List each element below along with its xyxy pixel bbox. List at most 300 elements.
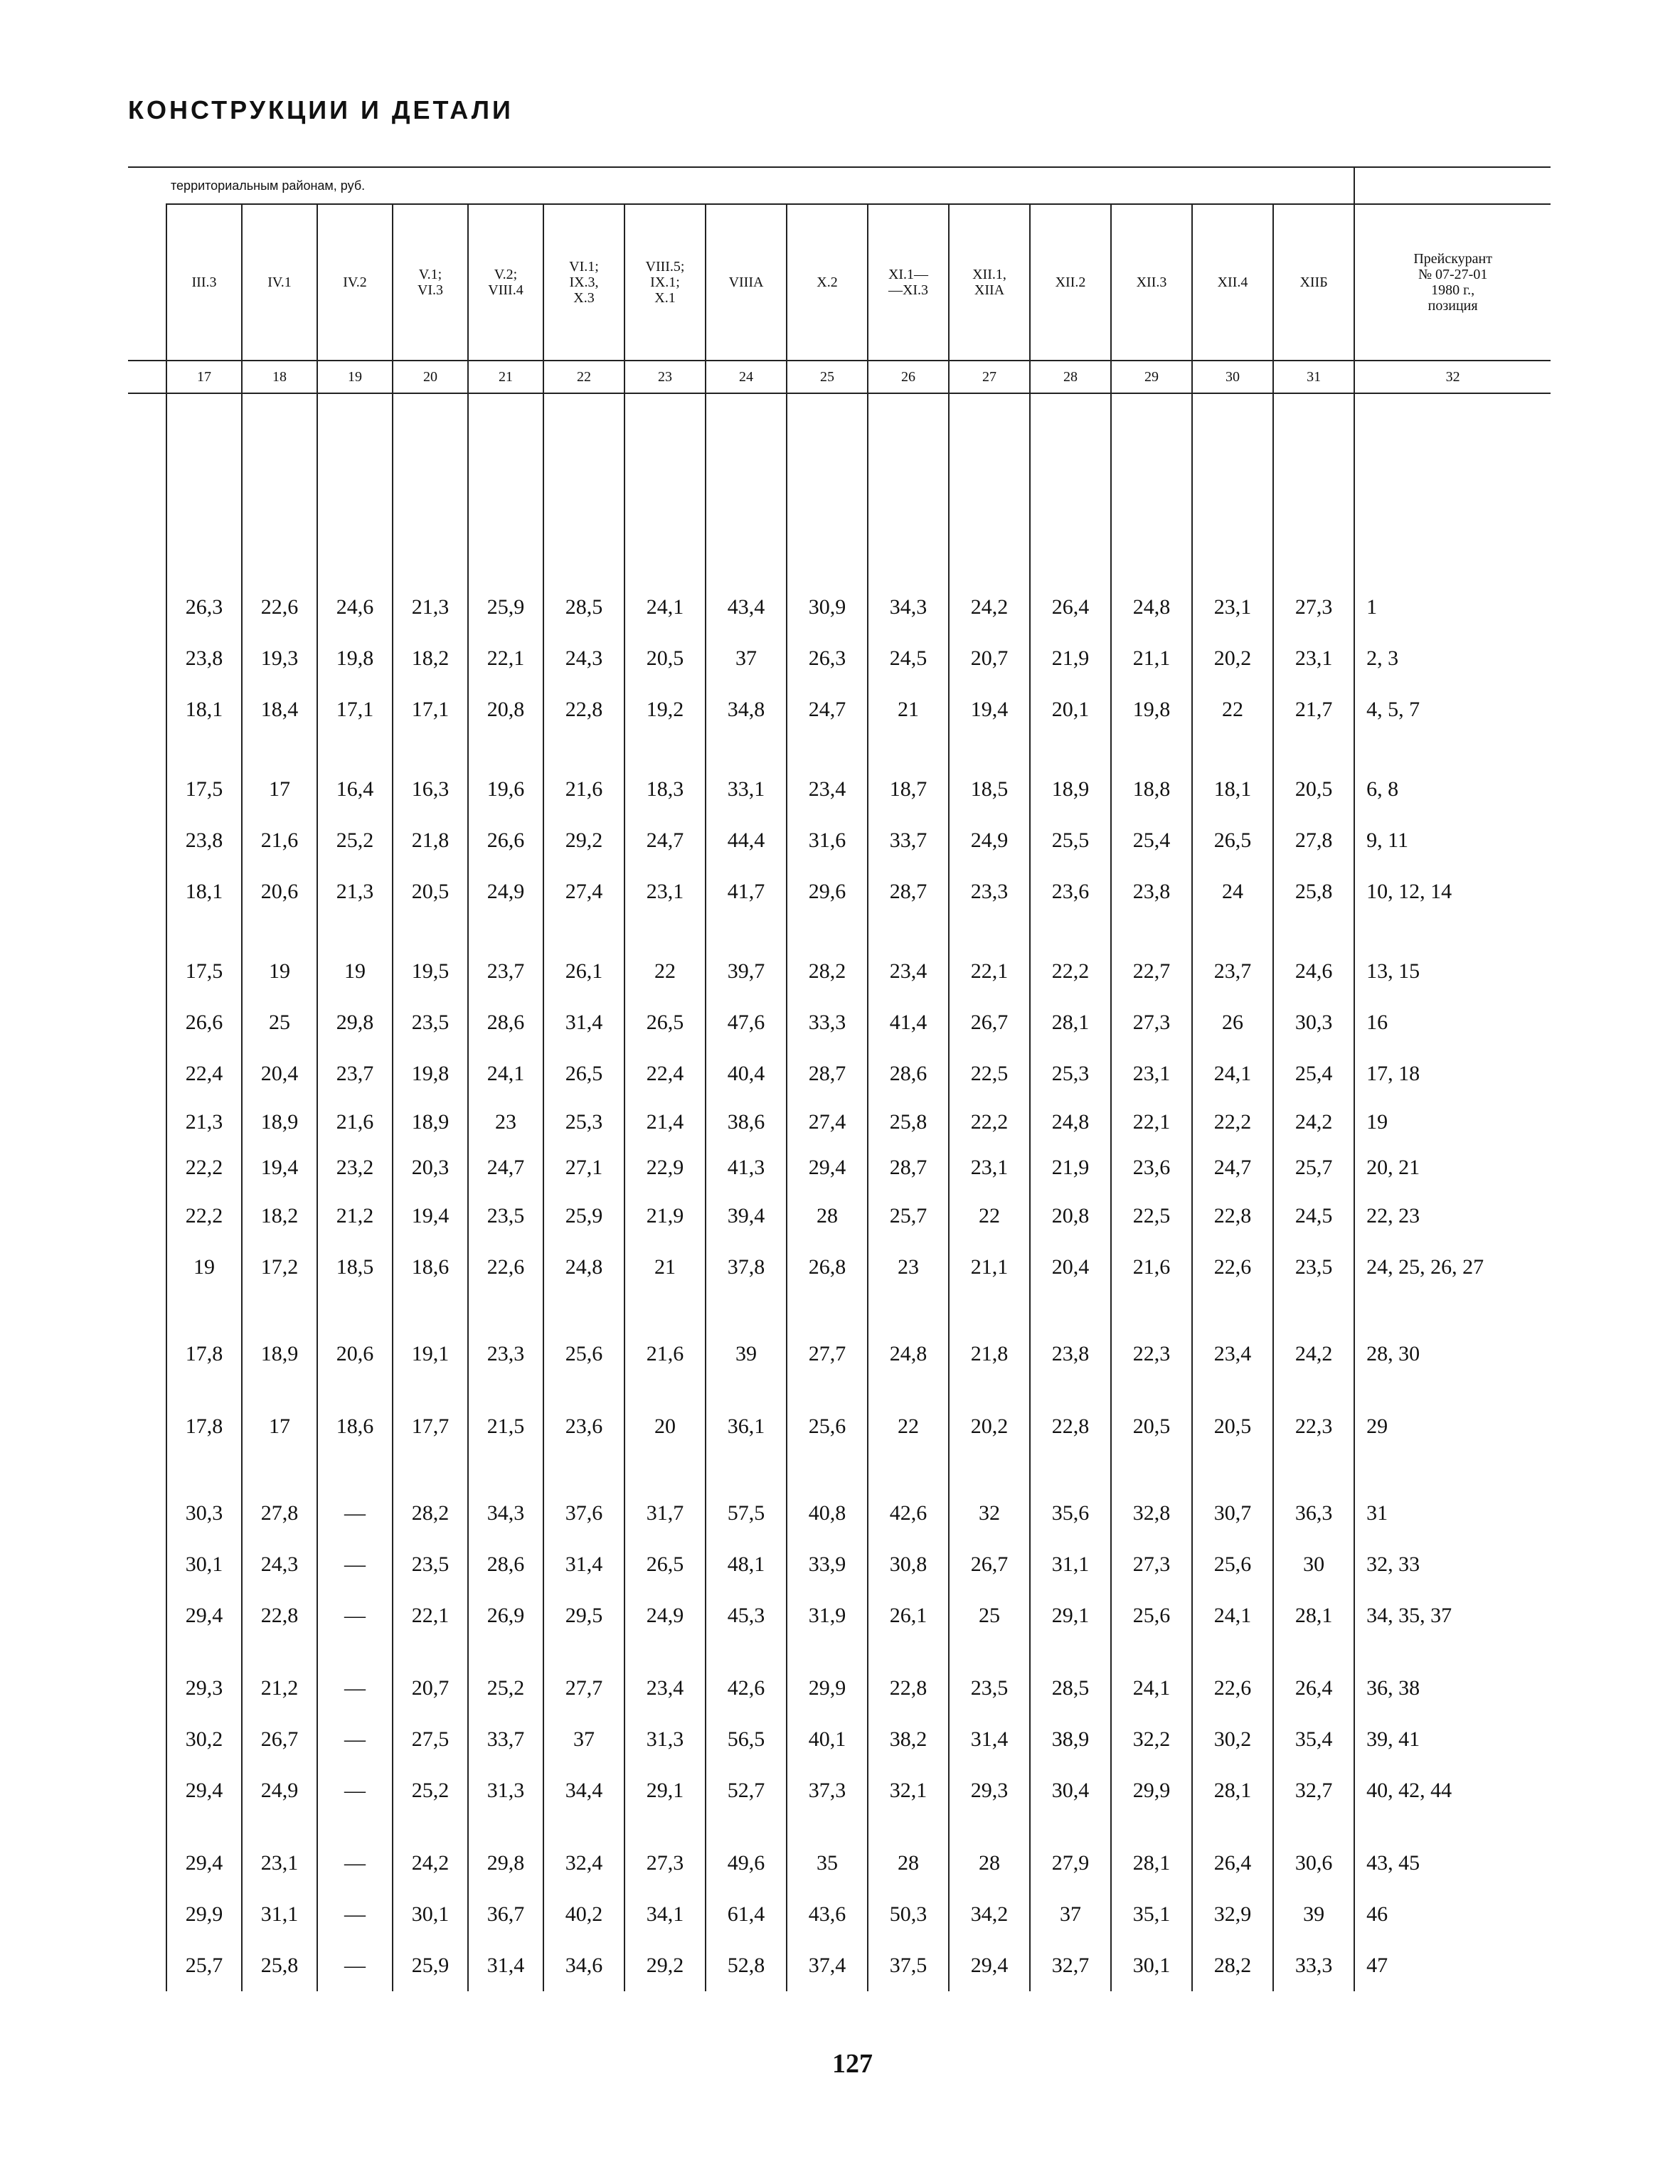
price-cell: 43,6 bbox=[787, 1889, 868, 1940]
price-cell: 25,6 bbox=[787, 1380, 868, 1452]
position-cell: 19 bbox=[1354, 1099, 1551, 1145]
price-cell: 28,6 bbox=[468, 997, 543, 1048]
price-cell: 26,5 bbox=[543, 1048, 624, 1099]
price-cell: 20,6 bbox=[317, 1293, 393, 1380]
table-row bbox=[128, 1145, 1551, 1190]
price-cell: 30,3 bbox=[1273, 997, 1354, 1048]
price-cell: 26,6 bbox=[166, 997, 242, 1048]
price-cell: 23,8 bbox=[166, 633, 242, 684]
region-column-header: XI.1— —XI.3 bbox=[868, 204, 949, 361]
price-cell: 30,2 bbox=[166, 1714, 242, 1765]
position-column-header: Прейскурант № 07-27-01 1980 г., позиция bbox=[1354, 204, 1551, 361]
table-row bbox=[128, 997, 1551, 1048]
column-number: 26 bbox=[868, 361, 949, 393]
price-cell: 21,1 bbox=[1111, 633, 1192, 684]
price-cell: 28,2 bbox=[787, 917, 868, 997]
price-cell: 25,8 bbox=[1273, 866, 1354, 917]
price-cell: 52,8 bbox=[706, 1940, 787, 1991]
price-cell: 28,7 bbox=[868, 1145, 949, 1190]
price-cell: 30,1 bbox=[393, 1889, 468, 1940]
price-cell: 22 bbox=[949, 1190, 1030, 1242]
price-cell: 24,1 bbox=[1192, 1590, 1273, 1641]
position-cell: 6, 8 bbox=[1354, 735, 1551, 815]
price-cell: 18,7 bbox=[868, 735, 949, 815]
price-cell: 19 bbox=[166, 1242, 242, 1293]
price-cell: 22,2 bbox=[949, 1099, 1030, 1145]
price-cell: 28,7 bbox=[787, 1048, 868, 1099]
price-cell: 26,5 bbox=[1192, 815, 1273, 866]
price-cell: 20,5 bbox=[624, 633, 706, 684]
region-column-header: XIIБ bbox=[1273, 204, 1354, 361]
price-cell: 19,5 bbox=[393, 917, 468, 997]
price-cell: 26,7 bbox=[242, 1714, 317, 1765]
price-cell: 25,2 bbox=[468, 1641, 543, 1714]
position-cell: 39, 41 bbox=[1354, 1714, 1551, 1765]
price-cell: 23,6 bbox=[543, 1380, 624, 1452]
price-cell: 22,6 bbox=[1192, 1641, 1273, 1714]
price-cell: 48,1 bbox=[706, 1539, 787, 1590]
price-cell: 22,8 bbox=[1030, 1380, 1111, 1452]
price-cell: 28,5 bbox=[1030, 1641, 1111, 1714]
region-column-header: VIII.5; IX.1; X.1 bbox=[624, 204, 706, 361]
price-cell: 22,8 bbox=[868, 1641, 949, 1714]
price-cell: 25,2 bbox=[317, 815, 393, 866]
price-cell: 40,4 bbox=[706, 1048, 787, 1099]
price-cell: 34,1 bbox=[624, 1889, 706, 1940]
price-cell: 42,6 bbox=[868, 1452, 949, 1539]
price-cell: 41,4 bbox=[868, 997, 949, 1048]
price-cell: 22,1 bbox=[1111, 1099, 1192, 1145]
price-cell: 32,2 bbox=[1111, 1714, 1192, 1765]
price-cell: 23,5 bbox=[468, 1190, 543, 1242]
price-cell: 35,6 bbox=[1030, 1452, 1111, 1539]
price-cell: 22,6 bbox=[468, 1242, 543, 1293]
price-cell: 23,2 bbox=[317, 1145, 393, 1190]
table-row bbox=[128, 1242, 1551, 1293]
price-cell: 18,1 bbox=[1192, 735, 1273, 815]
price-cell: 23,7 bbox=[1192, 917, 1273, 997]
price-cell: 17 bbox=[242, 1380, 317, 1452]
price-cell: 24,9 bbox=[242, 1765, 317, 1816]
region-column-header: V.1; VI.3 bbox=[393, 204, 468, 361]
price-cell: 18,2 bbox=[242, 1190, 317, 1242]
price-cell: 23 bbox=[868, 1242, 949, 1293]
price-cell: 23,6 bbox=[1030, 866, 1111, 917]
price-cell: 31,7 bbox=[624, 1452, 706, 1539]
price-cell: 28,6 bbox=[868, 1048, 949, 1099]
price-cell: 22,1 bbox=[393, 1590, 468, 1641]
price-cell: 25,9 bbox=[468, 582, 543, 633]
price-cell: 30 bbox=[1273, 1539, 1354, 1590]
table-row bbox=[128, 1641, 1551, 1714]
price-cell: 20,5 bbox=[393, 866, 468, 917]
price-cell: 21,1 bbox=[949, 1242, 1030, 1293]
price-cell: 21,4 bbox=[624, 1099, 706, 1145]
price-cell: 26,7 bbox=[949, 997, 1030, 1048]
price-cell: 25,4 bbox=[1111, 815, 1192, 866]
price-cell: 25,2 bbox=[393, 1765, 468, 1816]
price-cell: 25,4 bbox=[1273, 1048, 1354, 1099]
price-cell: 27,4 bbox=[543, 866, 624, 917]
price-cell: 27,8 bbox=[242, 1452, 317, 1539]
price-cell: 20,5 bbox=[1273, 735, 1354, 815]
position-cell: 32, 33 bbox=[1354, 1539, 1551, 1590]
region-column-header: XII.2 bbox=[1030, 204, 1111, 361]
table-row bbox=[128, 1539, 1551, 1590]
price-cell: 23,5 bbox=[1273, 1242, 1354, 1293]
price-cell: 18,6 bbox=[393, 1242, 468, 1293]
price-cell: 29,6 bbox=[787, 866, 868, 917]
price-cell: 27,8 bbox=[1273, 815, 1354, 866]
price-cell: 30,2 bbox=[1192, 1714, 1273, 1765]
price-cell: 23,4 bbox=[624, 1641, 706, 1714]
column-number: 22 bbox=[543, 361, 624, 393]
price-cell: — bbox=[317, 1590, 393, 1641]
price-cell: 31,6 bbox=[787, 815, 868, 866]
position-cell: 13, 15 bbox=[1354, 917, 1551, 997]
price-cell: 21,9 bbox=[1030, 633, 1111, 684]
price-cell: 34,8 bbox=[706, 684, 787, 735]
position-cell: 29 bbox=[1354, 1380, 1551, 1452]
price-cell: 29,8 bbox=[468, 1816, 543, 1889]
price-cell: 26,9 bbox=[468, 1590, 543, 1641]
price-cell: 40,8 bbox=[787, 1452, 868, 1539]
price-cell: 56,5 bbox=[706, 1714, 787, 1765]
price-cell: 25,5 bbox=[1030, 815, 1111, 866]
position-cell: 20, 21 bbox=[1354, 1145, 1551, 1190]
price-cell: 24,8 bbox=[868, 1293, 949, 1380]
price-cell: 22,9 bbox=[624, 1145, 706, 1190]
price-cell: 30,7 bbox=[1192, 1452, 1273, 1539]
price-cell: 37 bbox=[1030, 1889, 1111, 1940]
price-cell: 30,4 bbox=[1030, 1765, 1111, 1816]
position-cell: 2, 3 bbox=[1354, 633, 1551, 684]
position-cell: 4, 5, 7 bbox=[1354, 684, 1551, 735]
price-cell: 26,4 bbox=[1192, 1816, 1273, 1889]
table-row bbox=[128, 1940, 1551, 1991]
price-cell: 17,5 bbox=[166, 917, 242, 997]
price-cell: 22,2 bbox=[166, 1190, 242, 1242]
price-cell: 37,4 bbox=[787, 1940, 868, 1991]
table-caption: территориальным районам, руб. bbox=[128, 167, 1354, 204]
price-cell: 22,5 bbox=[1111, 1190, 1192, 1242]
region-column-header: XII.3 bbox=[1111, 204, 1192, 361]
price-cell: 24,1 bbox=[468, 1048, 543, 1099]
price-cell: 18,9 bbox=[393, 1099, 468, 1145]
price-cell: 20,1 bbox=[1030, 684, 1111, 735]
price-cell: 22,4 bbox=[166, 1048, 242, 1099]
price-cell: 21,6 bbox=[242, 815, 317, 866]
price-cell: 21,5 bbox=[468, 1380, 543, 1452]
price-cell: 21,9 bbox=[624, 1190, 706, 1242]
price-cell: 30,6 bbox=[1273, 1816, 1354, 1889]
price-cell: 32,8 bbox=[1111, 1452, 1192, 1539]
price-cell: 61,4 bbox=[706, 1889, 787, 1940]
region-column-header: IV.1 bbox=[242, 204, 317, 361]
price-cell: 29,3 bbox=[949, 1765, 1030, 1816]
region-column-header: V.2; VIII.4 bbox=[468, 204, 543, 361]
price-cell: 22 bbox=[1192, 684, 1273, 735]
price-cell: 20,8 bbox=[468, 684, 543, 735]
position-cell: 9, 11 bbox=[1354, 815, 1551, 866]
price-cell: 20,5 bbox=[1192, 1380, 1273, 1452]
position-cell: 34, 35, 37 bbox=[1354, 1590, 1551, 1641]
position-cell: 10, 12, 14 bbox=[1354, 866, 1551, 917]
price-cell: 29,2 bbox=[624, 1940, 706, 1991]
price-cell: 29,9 bbox=[166, 1889, 242, 1940]
price-cell: 16,3 bbox=[393, 735, 468, 815]
price-cell: 23,5 bbox=[393, 997, 468, 1048]
price-cell: 26,6 bbox=[468, 815, 543, 866]
price-cell: 41,3 bbox=[706, 1145, 787, 1190]
price-cell: 17,5 bbox=[166, 735, 242, 815]
price-cell: 27,3 bbox=[1111, 997, 1192, 1048]
price-cell: — bbox=[317, 1641, 393, 1714]
price-cell: 42,6 bbox=[706, 1641, 787, 1714]
price-cell: 39 bbox=[706, 1293, 787, 1380]
price-cell: 21,3 bbox=[317, 866, 393, 917]
price-cell: 24,2 bbox=[949, 582, 1030, 633]
price-cell: 40,2 bbox=[543, 1889, 624, 1940]
price-cell: 24,1 bbox=[1192, 1048, 1273, 1099]
price-cell: 23,1 bbox=[1273, 633, 1354, 684]
price-cell: 23,1 bbox=[949, 1145, 1030, 1190]
price-cell: 28,7 bbox=[868, 866, 949, 917]
table-spacer-row bbox=[128, 393, 1551, 582]
column-number: 30 bbox=[1192, 361, 1273, 393]
table-row bbox=[128, 1714, 1551, 1765]
price-cell: 19,6 bbox=[468, 735, 543, 815]
price-cell: 30,1 bbox=[1111, 1940, 1192, 1991]
price-cell: 21,8 bbox=[949, 1293, 1030, 1380]
price-cell: 31,1 bbox=[1030, 1539, 1111, 1590]
price-cell: 22,1 bbox=[468, 633, 543, 684]
position-cell: 22, 23 bbox=[1354, 1190, 1551, 1242]
price-cell: 26,4 bbox=[1030, 582, 1111, 633]
price-cell: 17,8 bbox=[166, 1380, 242, 1452]
price-cell: 24,7 bbox=[468, 1145, 543, 1190]
price-cell: 29,5 bbox=[543, 1590, 624, 1641]
position-cell: 47 bbox=[1354, 1940, 1551, 1991]
price-cell: 21,6 bbox=[1111, 1242, 1192, 1293]
price-cell: 29,9 bbox=[787, 1641, 868, 1714]
price-cell: 23,6 bbox=[1111, 1145, 1192, 1190]
price-cell: 33,1 bbox=[706, 735, 787, 815]
price-cell: 24,9 bbox=[468, 866, 543, 917]
table-row bbox=[128, 684, 1551, 735]
region-column-header: VIIIA bbox=[706, 204, 787, 361]
column-number: 20 bbox=[393, 361, 468, 393]
price-cell: 22,7 bbox=[1111, 917, 1192, 997]
price-cell: 26,4 bbox=[1273, 1641, 1354, 1714]
price-cell: 30,3 bbox=[166, 1452, 242, 1539]
price-cell: 32,1 bbox=[868, 1765, 949, 1816]
position-cell: 16 bbox=[1354, 997, 1551, 1048]
position-cell: 46 bbox=[1354, 1889, 1551, 1940]
price-cell: 18,1 bbox=[166, 866, 242, 917]
table-row bbox=[128, 1190, 1551, 1242]
table-row bbox=[128, 815, 1551, 866]
price-cell: 27,9 bbox=[1030, 1816, 1111, 1889]
price-cell: 23,4 bbox=[787, 735, 868, 815]
table-row bbox=[128, 1889, 1551, 1940]
price-cell: 29,4 bbox=[166, 1590, 242, 1641]
price-cell: 19 bbox=[317, 917, 393, 997]
price-cell: 23 bbox=[468, 1099, 543, 1145]
price-cell: 24,6 bbox=[317, 582, 393, 633]
price-cell: 20,4 bbox=[242, 1048, 317, 1099]
column-number: 29 bbox=[1111, 361, 1192, 393]
price-cell: 19,1 bbox=[393, 1293, 468, 1380]
position-cell: 28, 30 bbox=[1354, 1293, 1551, 1380]
price-cell: 19,8 bbox=[393, 1048, 468, 1099]
price-cell: 21,8 bbox=[393, 815, 468, 866]
price-cell: 18,5 bbox=[317, 1242, 393, 1293]
price-cell: 37 bbox=[706, 633, 787, 684]
price-cell: 23,8 bbox=[1030, 1293, 1111, 1380]
price-cell: 40,1 bbox=[787, 1714, 868, 1765]
price-cell: 26,8 bbox=[787, 1242, 868, 1293]
price-cell: 35,4 bbox=[1273, 1714, 1354, 1765]
price-cell: 22,2 bbox=[1030, 917, 1111, 997]
price-cell: 31,4 bbox=[543, 997, 624, 1048]
price-cell: 36,3 bbox=[1273, 1452, 1354, 1539]
price-cell: 28,6 bbox=[468, 1539, 543, 1590]
price-cell: 24,7 bbox=[624, 815, 706, 866]
price-cell: 22,5 bbox=[949, 1048, 1030, 1099]
price-cell: 21,3 bbox=[166, 1099, 242, 1145]
price-cell: 33,7 bbox=[868, 815, 949, 866]
price-cell: 22,1 bbox=[949, 917, 1030, 997]
price-cell: 34,3 bbox=[868, 582, 949, 633]
price-cell: 43,4 bbox=[706, 582, 787, 633]
price-cell: — bbox=[317, 1714, 393, 1765]
price-cell: 27,5 bbox=[393, 1714, 468, 1765]
price-cell: 25,3 bbox=[1030, 1048, 1111, 1099]
region-column-header: XII.4 bbox=[1192, 204, 1273, 361]
position-cell: 17, 18 bbox=[1354, 1048, 1551, 1099]
table-row bbox=[128, 1452, 1551, 1539]
price-cell: 19,4 bbox=[393, 1190, 468, 1242]
price-cell: 37,8 bbox=[706, 1242, 787, 1293]
price-cell: 29,4 bbox=[949, 1940, 1030, 1991]
price-cell: 25,9 bbox=[543, 1190, 624, 1242]
price-cell: 32,4 bbox=[543, 1816, 624, 1889]
price-cell: 26,3 bbox=[166, 582, 242, 633]
price-cell: 25,6 bbox=[1192, 1539, 1273, 1590]
price-cell: 25,9 bbox=[393, 1940, 468, 1991]
price-cell: 39,7 bbox=[706, 917, 787, 997]
price-cell: 27,7 bbox=[543, 1641, 624, 1714]
price-cell: 24,8 bbox=[1030, 1099, 1111, 1145]
price-cell: 23,3 bbox=[468, 1293, 543, 1380]
price-cell: 20 bbox=[624, 1380, 706, 1452]
price-cell: 18,9 bbox=[1030, 735, 1111, 815]
price-cell: 23,1 bbox=[1192, 582, 1273, 633]
price-cell: 57,5 bbox=[706, 1452, 787, 1539]
price-cell: 24,7 bbox=[787, 684, 868, 735]
price-cell: 26,7 bbox=[949, 1539, 1030, 1590]
price-cell: 19,8 bbox=[1111, 684, 1192, 735]
price-cell: 23,1 bbox=[242, 1816, 317, 1889]
price-cell: 31,3 bbox=[468, 1765, 543, 1816]
price-cell: 20,8 bbox=[1030, 1190, 1111, 1242]
price-cell: 23,1 bbox=[624, 866, 706, 917]
price-cell: 22,6 bbox=[1192, 1242, 1273, 1293]
price-cell: 20,2 bbox=[949, 1380, 1030, 1452]
price-cell: 24,5 bbox=[868, 633, 949, 684]
price-cell: 18,8 bbox=[1111, 735, 1192, 815]
price-cell: 23,3 bbox=[949, 866, 1030, 917]
price-cell: 24,2 bbox=[1273, 1293, 1354, 1380]
price-cell: 22 bbox=[868, 1380, 949, 1452]
price-cell: 17,7 bbox=[393, 1380, 468, 1452]
price-cell: 27,3 bbox=[624, 1816, 706, 1889]
price-cell: 26,3 bbox=[787, 633, 868, 684]
price-cell: 22,2 bbox=[1192, 1099, 1273, 1145]
price-cell: 22,8 bbox=[1192, 1190, 1273, 1242]
price-cell: 22 bbox=[624, 917, 706, 997]
price-cell: 22,3 bbox=[1111, 1293, 1192, 1380]
position-cell: 1 bbox=[1354, 582, 1551, 633]
price-cell: 17 bbox=[242, 735, 317, 815]
price-cell: 32,7 bbox=[1273, 1765, 1354, 1816]
price-cell: 20,2 bbox=[1192, 633, 1273, 684]
price-cell: 29,4 bbox=[166, 1816, 242, 1889]
price-cell: 24,1 bbox=[1111, 1641, 1192, 1714]
column-header-row bbox=[128, 204, 1551, 361]
price-cell: 23,7 bbox=[317, 1048, 393, 1099]
price-cell: 39,4 bbox=[706, 1190, 787, 1242]
price-cell: 50,3 bbox=[868, 1889, 949, 1940]
price-cell: 28 bbox=[868, 1816, 949, 1889]
price-cell: 47,6 bbox=[706, 997, 787, 1048]
region-column-header: VI.1; IX.3, X.3 bbox=[543, 204, 624, 361]
price-cell: 24,9 bbox=[949, 815, 1030, 866]
position-cell: 36, 38 bbox=[1354, 1641, 1551, 1714]
column-number: 24 bbox=[706, 361, 787, 393]
price-cell: 31,3 bbox=[624, 1714, 706, 1765]
price-cell: 25,7 bbox=[166, 1940, 242, 1991]
table-row bbox=[128, 1099, 1551, 1145]
position-cell: 40, 42, 44 bbox=[1354, 1765, 1551, 1816]
price-cell: 37,3 bbox=[787, 1765, 868, 1816]
price-cell: 29,4 bbox=[166, 1765, 242, 1816]
price-cell: 23,4 bbox=[868, 917, 949, 997]
price-cell: 37,6 bbox=[543, 1452, 624, 1539]
price-cell: 38,9 bbox=[1030, 1714, 1111, 1765]
region-column-header: X.2 bbox=[787, 204, 868, 361]
price-cell: 17,1 bbox=[317, 684, 393, 735]
price-cell: 37 bbox=[543, 1714, 624, 1765]
price-cell: 26,5 bbox=[624, 997, 706, 1048]
price-cell: 17,2 bbox=[242, 1242, 317, 1293]
price-cell: 17,8 bbox=[166, 1293, 242, 1380]
column-number: 31 bbox=[1273, 361, 1354, 393]
table-caption-row bbox=[128, 167, 1551, 204]
price-cell: 25,7 bbox=[1273, 1145, 1354, 1190]
price-cell: 24,5 bbox=[1273, 1190, 1354, 1242]
page-number: 127 bbox=[832, 2049, 873, 2079]
price-cell: 31,4 bbox=[949, 1714, 1030, 1765]
price-cell: 25,8 bbox=[242, 1940, 317, 1991]
price-cell: 31,4 bbox=[468, 1940, 543, 1991]
column-number: 25 bbox=[787, 361, 868, 393]
table-row bbox=[128, 866, 1551, 917]
price-cell: 20,6 bbox=[242, 866, 317, 917]
region-column-header: XII.1, XIIA bbox=[949, 204, 1030, 361]
price-cell: 39 bbox=[1273, 1889, 1354, 1940]
